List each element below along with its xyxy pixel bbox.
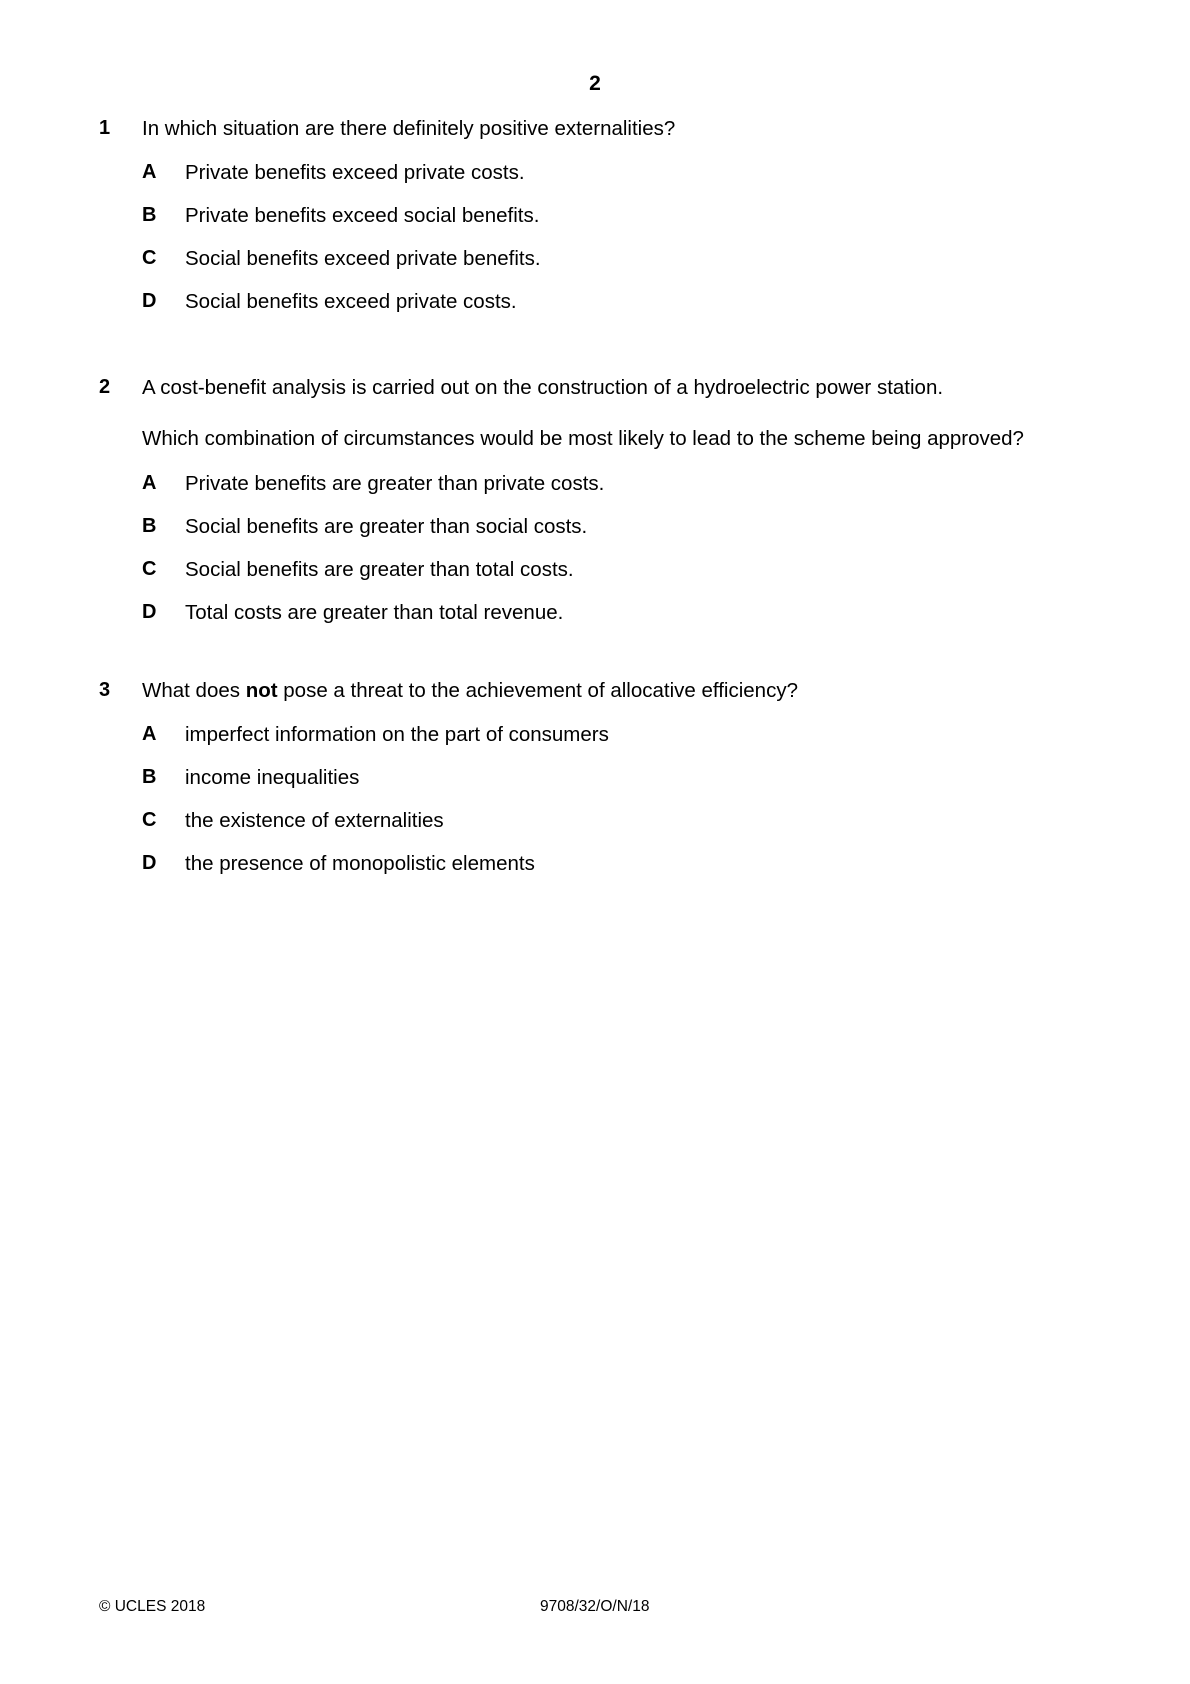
option-letter: C	[142, 247, 157, 269]
option-letter: D	[142, 852, 157, 874]
option-text: Private benefits exceed private costs.	[185, 161, 525, 184]
option-text: imperfect information on the part of consumers	[185, 723, 609, 746]
stem-text: What does	[142, 679, 246, 702]
option-text: the existence of externalities	[185, 809, 444, 832]
question-stem	[142, 679, 798, 703]
option-letter: D	[142, 290, 157, 312]
question-stem: In which situation are there definitely positive externalities?	[142, 117, 676, 140]
question-stem: Which combination of circumstances would be most likely to lead to the scheme being approved?	[142, 427, 1024, 450]
option-letter: B	[142, 766, 157, 788]
question-number: 1	[99, 117, 111, 139]
question-number: 2	[99, 376, 111, 398]
option-text: Private benefits are greater than private costs.	[185, 472, 605, 495]
paper-code-footer: 9708/32/O/N/18	[540, 1598, 650, 1615]
option-text: Social benefits exceed private benefits.	[185, 247, 541, 270]
option-text: Private benefits exceed social benefits.	[185, 204, 540, 227]
option-letter: C	[142, 558, 157, 580]
question-number: 3	[99, 679, 111, 701]
stem-text: pose a threat to the achievement of allocative efficiency?	[277, 679, 798, 702]
option-letter: A	[142, 161, 157, 183]
page-number: 2	[589, 72, 601, 95]
option-text: Total costs are greater than total revenue.	[185, 601, 564, 624]
option-text: income inequalities	[185, 766, 360, 789]
option-text: Social benefits are greater than social costs.	[185, 515, 588, 538]
option-text: the presence of monopolistic elements	[185, 852, 535, 875]
option-letter: A	[142, 723, 157, 745]
option-text: Social benefits are greater than total costs.	[185, 558, 574, 581]
option-letter: B	[142, 515, 157, 537]
stem-emphasis: not	[245, 679, 278, 702]
copyright-footer: © UCLES 2018	[99, 1598, 206, 1615]
option-letter: D	[142, 601, 157, 623]
question-stem: A cost-benefit analysis is carried out on the construction of a hydroelectric power station.	[142, 376, 944, 399]
option-letter: B	[142, 204, 157, 226]
option-text: Social benefits exceed private costs.	[185, 290, 517, 313]
option-letter: A	[142, 472, 157, 494]
option-letter: C	[142, 809, 157, 831]
